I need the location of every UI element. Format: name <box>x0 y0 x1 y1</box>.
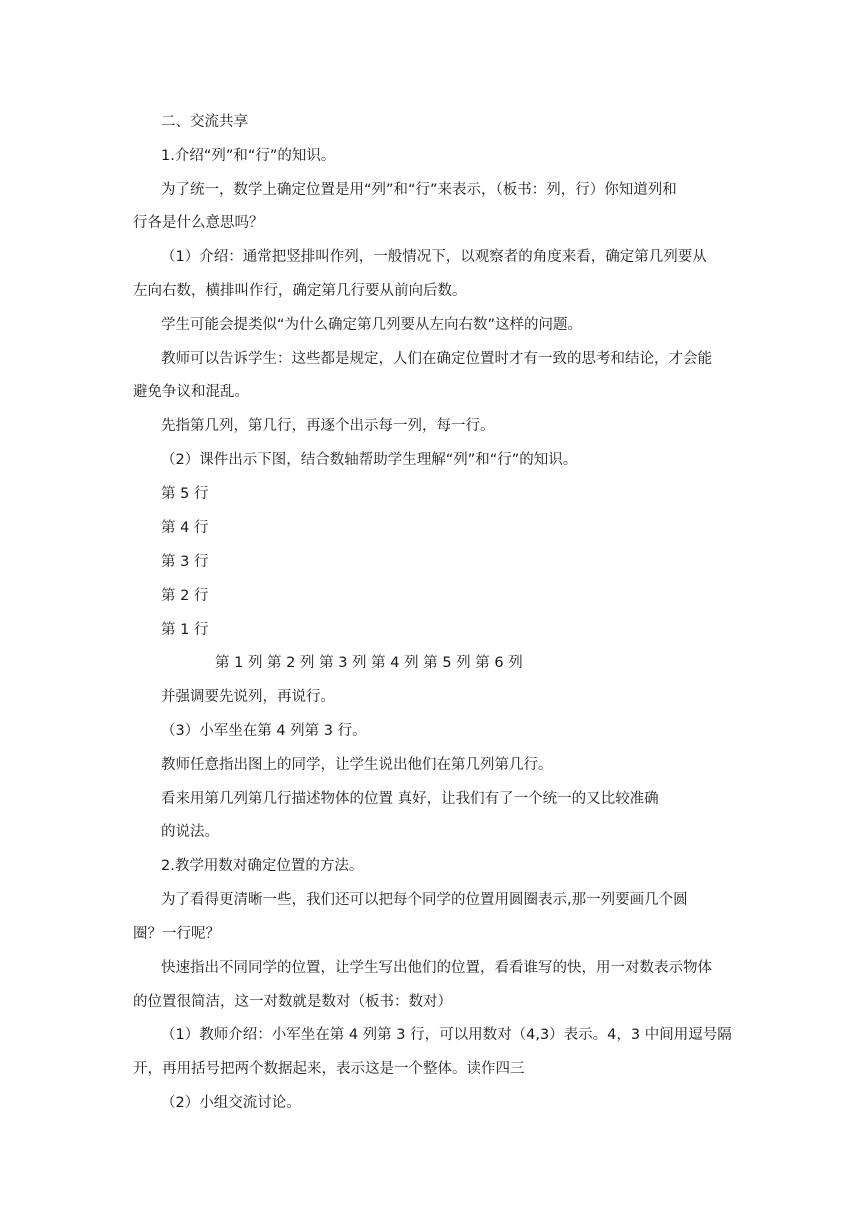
paragraph-line: 为了看得更清晰一些，我们还可以把每个同学的位置用圆圈表示,那一列要画几个圆 <box>161 892 688 908</box>
row-label: 第 4 行 <box>161 520 209 536</box>
row-label: 第 3 行 <box>161 554 209 570</box>
row-label: 第 2 行 <box>161 588 209 604</box>
row-label: 第 5 行 <box>161 486 209 502</box>
subheading: 1.介绍“列”和“行”的知识。 <box>161 148 336 164</box>
paragraph-line: 的说法。 <box>161 824 219 840</box>
paragraph-line: （3）小军坐在第 4 列第 3 行。 <box>161 723 367 739</box>
paragraph-line: 并强调要先说列，再说行。 <box>161 689 335 705</box>
section-heading: 二、交流共享 <box>161 114 248 130</box>
paragraph-line: 先指第几列，第几行，再逐个出示每一列，每一行。 <box>161 418 495 434</box>
paragraph-line: 教师可以告诉学生：这些都是规定，人们在确定位置时才有一致的思考和结论，才会能 <box>161 351 712 367</box>
paragraph-line: 左向右数，横排叫作行，确定第几行要从前向后数。 <box>133 283 467 299</box>
paragraph-line: （2）小组交流讨论。 <box>161 1095 301 1111</box>
paragraph-line: 教师任意指出图上的同学，让学生说出他们在第几列第几行。 <box>161 757 553 773</box>
paragraph-line: 的位置很简洁，这一对数就是数对（板书：数对） <box>133 994 452 1010</box>
paragraph-line: 圈？一行呢？ <box>133 926 220 942</box>
paragraph-line: 看来用第几列第几行描述物体的位置 真好，让我们有了一个统一的又比较准确 <box>161 791 659 807</box>
paragraph-line: 快速指出不同同学的位置，让学生写出他们的位置，看看谁写的快，用一对数表示物体 <box>161 960 712 976</box>
paragraph-line: 学生可能会提类似“为什么确定第几列要从左向右数”这样的问题。 <box>161 317 583 333</box>
paragraph-line: 为了统一，数学上确定位置是用“列”和“行”来表示，（板书：列，行）你知道列和 <box>161 182 677 198</box>
row-label: 第 1 行 <box>161 622 209 638</box>
paragraph-line: 行各是什么意思吗？ <box>133 215 264 231</box>
paragraph-line: 避免争议和混乱。 <box>133 384 249 400</box>
paragraph-line: （2）课件出示下图，结合数轴帮助学生理解“列”和“行”的知识。 <box>161 452 578 468</box>
paragraph-line: （1）介绍：通常把竖排叫作列，一般情况下，以观察者的角度来看，确定第几列要从 <box>161 249 707 265</box>
paragraph-line: （1）教师介绍：小军坐在第 4 列第 3 行，可以用数对（4,3）表示。4，3 中间用逗号隔 <box>161 1027 732 1043</box>
subheading: 2.教学用数对确定位置的方法。 <box>161 858 364 874</box>
column-labels: 第 1 列 第 2 列 第 3 列 第 4 列 第 5 列 第 6 列 <box>215 655 523 671</box>
paragraph-line: 开，再用括号把两个数据起来，表示这是一个整体。读作四三 <box>133 1061 525 1077</box>
